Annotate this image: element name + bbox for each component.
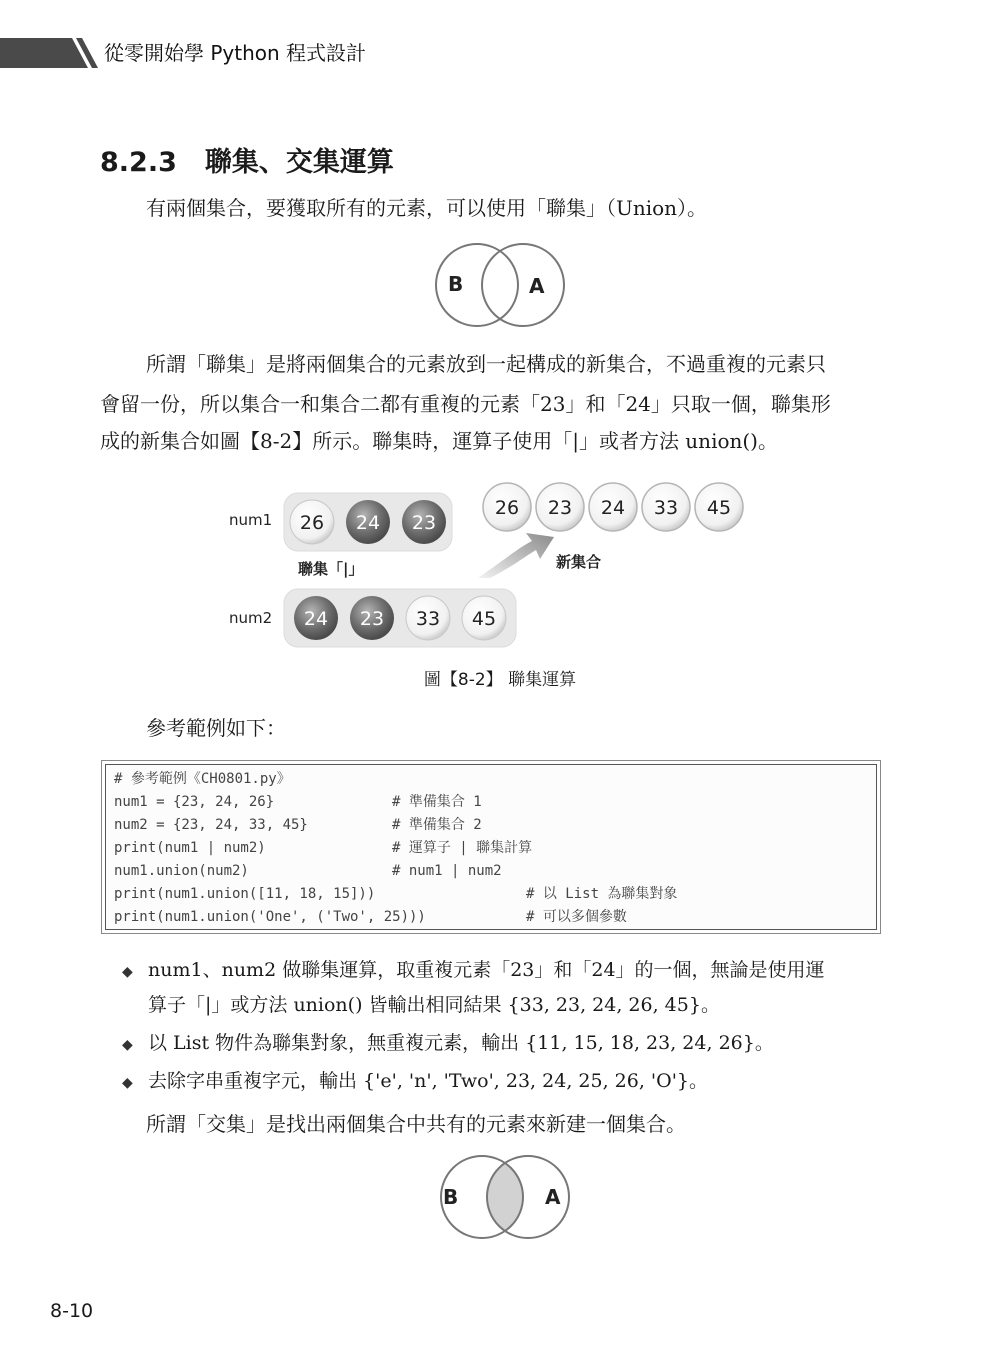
- num2-ball-label: 45: [471, 608, 497, 630]
- code-comment: # 運算子 | 聯集計算: [392, 840, 533, 856]
- book-title: 從零開始學 Python 程式設計: [104, 41, 367, 65]
- num2-ball-label: 33: [415, 608, 441, 630]
- section-heading: [100, 140, 394, 179]
- result-ball-label: 24: [600, 497, 626, 519]
- union-figure: [220, 475, 760, 655]
- result-ball-label: 26: [494, 497, 520, 519]
- section-number: 8.2.3: [100, 147, 177, 178]
- page-number: 8-10: [50, 1300, 94, 1322]
- code-comment: # 準備集合 1: [392, 794, 482, 810]
- union-desc-line-3: 成的新集合如圖【8-2】所示。聯集時，運算子使用「|」或者方法 union()。: [100, 429, 778, 453]
- num2-label: num2: [229, 609, 273, 627]
- code-line: print(num1.union([11, 18, 15])) # 以 List 為聯集對象: [114, 883, 375, 905]
- venn-union-label-a: A: [529, 274, 545, 298]
- bullet-diamond-icon: ◆: [122, 964, 133, 980]
- num1-ball-label: 26: [299, 512, 325, 534]
- num2-ball: [406, 596, 450, 640]
- intro-paragraph: 有兩個集合，要獲取所有的元素，可以使用「聯集」（Union）。: [146, 196, 708, 220]
- code-line: num1 = {23, 24, 26} # 準備集合 1: [114, 791, 274, 813]
- bullet-item-continued: 算子「|」或方法 union() 皆輸出相同結果 {33, 23, 24, 26, 45}。: [148, 994, 720, 1016]
- num2-ball: [294, 596, 338, 640]
- result-ball: [695, 483, 743, 531]
- num1-ball-label: 23: [411, 512, 437, 534]
- code-comment: # 以 List 為聯集對象: [526, 886, 678, 902]
- code-line: print(num1 | num2) # 運算子 | 聯集計算: [114, 837, 266, 859]
- result-ball-label: 23: [547, 497, 573, 519]
- union-arrow: [478, 533, 554, 578]
- bullet-item: ◆ 去除字串重複字元，輸出 {'e', 'n', 'Two', 23, 24, 25, 26, 'O'}。: [122, 1063, 708, 1101]
- venn-union-diagram: [420, 243, 580, 329]
- result-ball: [642, 483, 690, 531]
- code-line: # 參考範例《CH0801.py》: [114, 771, 291, 787]
- result-ball: [483, 483, 531, 531]
- result-ball-label: 33: [653, 497, 679, 519]
- bullet-item: ◆ num1、num2 做聯集運算，取重複元素「23」和「24」的一個，無論是使用運: [122, 952, 825, 990]
- result-ball: [589, 483, 637, 531]
- num2-ball-label: 24: [303, 608, 329, 630]
- code-line: num2 = {23, 24, 33, 45} # 準備集合 2: [114, 814, 308, 836]
- num1-ball: [290, 500, 334, 544]
- section-title: 聯集、交集運算: [204, 147, 394, 178]
- result-ball-label: 45: [706, 497, 732, 519]
- code-line: num1.union(num2) # num1 | num2: [114, 860, 249, 882]
- code-comment: # 準備集合 2: [392, 817, 482, 833]
- code-comment: # num1 | num2: [392, 863, 502, 879]
- venn-intersection-label-a: A: [545, 1185, 561, 1209]
- num2-ball-label: 23: [359, 608, 385, 630]
- bullet-diamond-icon: ◆: [122, 1037, 133, 1053]
- example-intro: 參考範例如下：: [146, 716, 286, 740]
- venn-intersection-diagram: [425, 1155, 585, 1241]
- num1-ball: [346, 500, 390, 544]
- union-desc-line-1: 所謂「聯集」是將兩個集合的元素放到一起構成的新集合，不過重複的元素只: [146, 352, 826, 376]
- intersection-paragraph: 所謂「交集」是找出兩個集合中共有的元素來新建一個集合。: [146, 1112, 686, 1136]
- num2-ball: [350, 596, 394, 640]
- result-ball: [536, 483, 584, 531]
- code-listing: [101, 760, 881, 934]
- num1-ball: [402, 500, 446, 544]
- code-comment: # 可以多個參數: [526, 909, 627, 925]
- venn-union-label-b: B: [448, 272, 464, 296]
- num1-label: num1: [229, 511, 273, 529]
- bullet-item: ◆ 以 List 物件為聯集對象，無重複元素，輸出 {11, 15, 18, 23, 24, 26}。: [122, 1025, 774, 1063]
- num2-ball: [462, 596, 506, 640]
- union-desc-line-2: 會留一份，所以集合一和集合二都有重複的元素「23」和「24」只取一個，聯集形: [100, 392, 831, 416]
- header-band: [0, 38, 100, 68]
- num1-ball-label: 24: [355, 512, 381, 534]
- code-line: print(num1.union('One', ('Two', 25))) # 可以多個參數: [114, 906, 426, 928]
- venn-intersection-label-b: B: [443, 1185, 459, 1209]
- result-label: 新集合: [556, 553, 602, 571]
- bullet-diamond-icon: ◆: [122, 1075, 133, 1091]
- figure-caption: 圖【8-2】 聯集運算: [423, 670, 577, 690]
- operator-label: 聯集「|」: [298, 560, 364, 578]
